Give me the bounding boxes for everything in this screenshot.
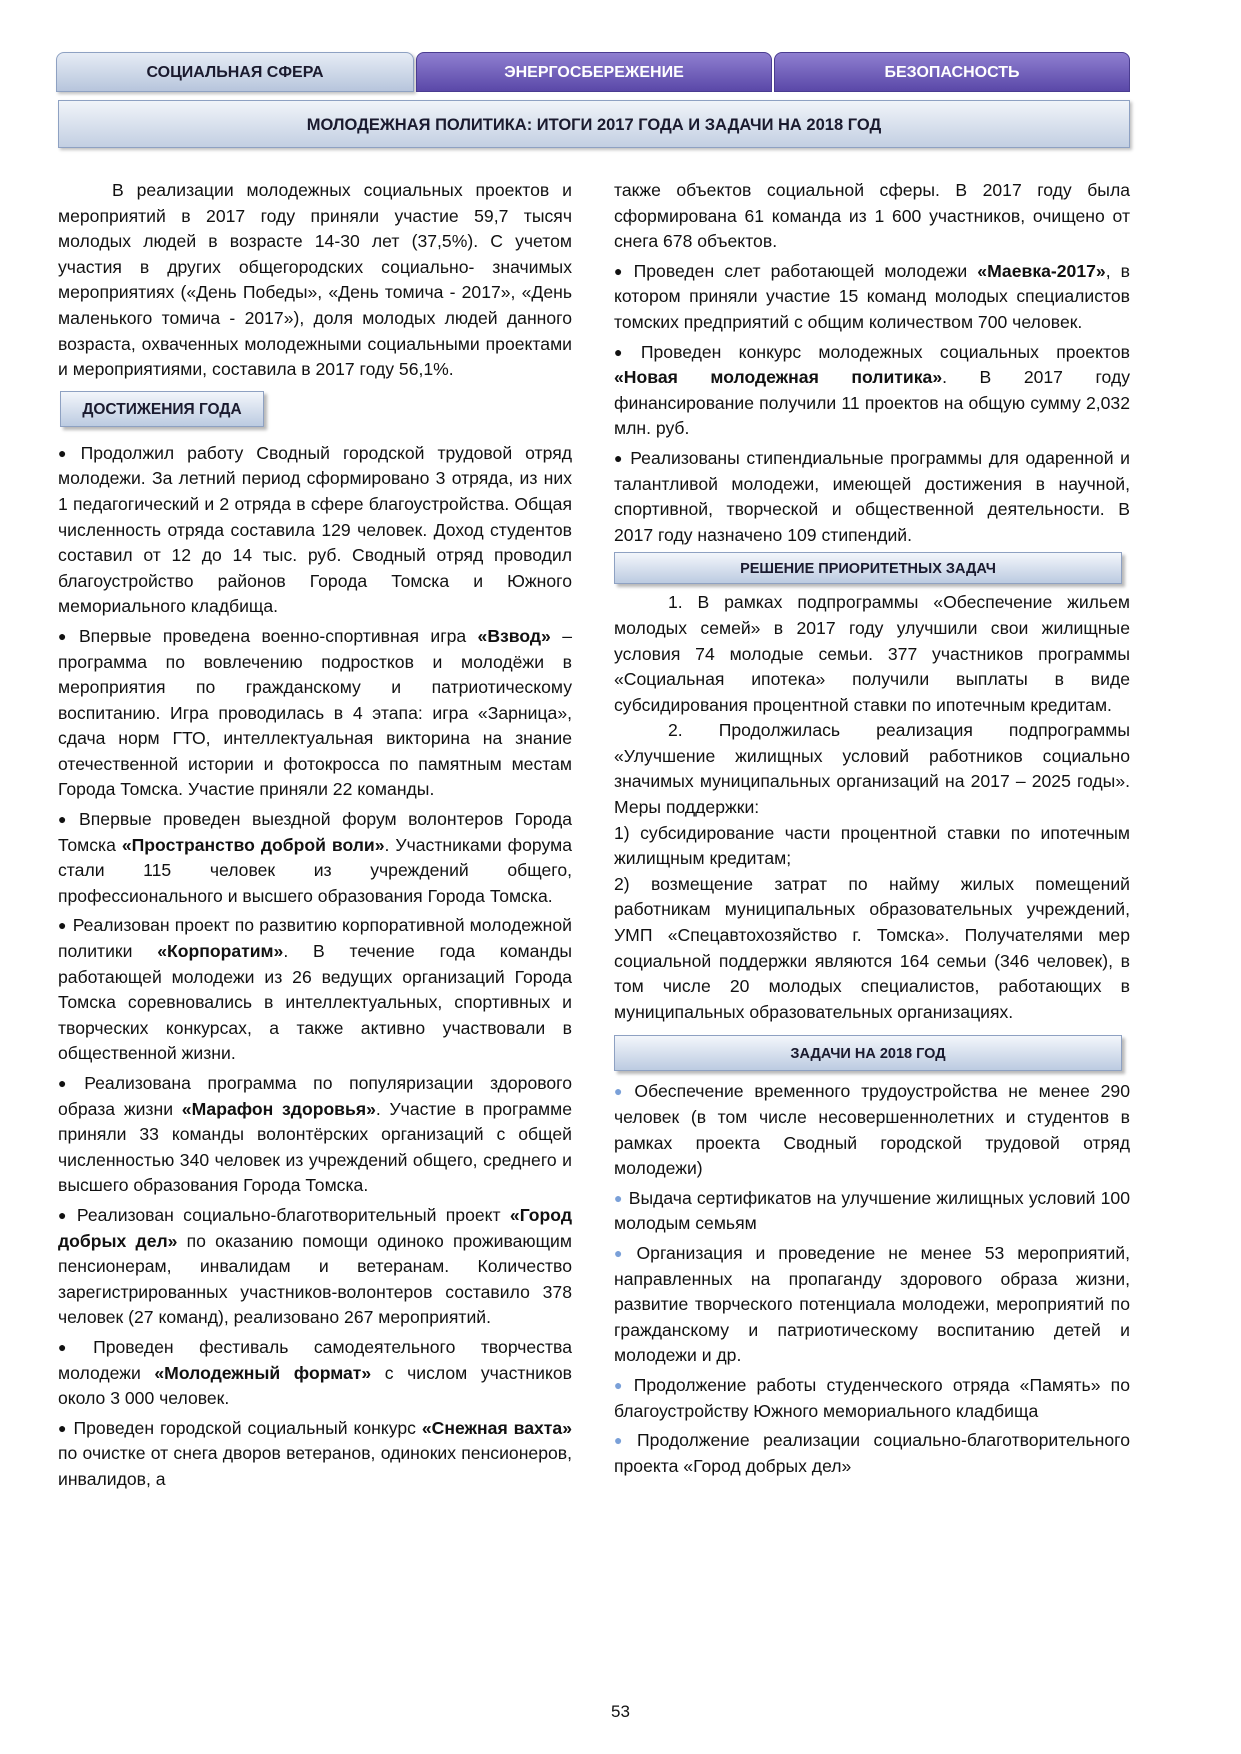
achievement-item: ● Проведен городской социальный конкурс «Снежная вахта» по очистке от снега дворов ветеранов, одиноких пенсионеров, инвалидов, а (58, 1417, 572, 1489)
continuation-paragraph: также объектов социальной сферы. В 2017 году была сформирована 61 команда из 1 600 участников, очищено от снега 678 объектов. (614, 180, 1130, 252)
task-item: ● Выдача сертификатов на улучшение жилищных условий 100 молодым семьям (614, 1187, 1130, 1234)
tab-energy-saving[interactable]: ЭНЕРГОСБЕРЕЖЕНИЕ (416, 52, 772, 92)
page-title: МОЛОДЕЖНАЯ ПОЛИТИКА: ИТОГИ 2017 ГОДА И ЗАДАЧИ НА 2018 ГОД (58, 100, 1130, 148)
tasks-2018-heading: ЗАДАЧИ НА 2018 ГОД (614, 1035, 1122, 1071)
bullet-icon: ● (614, 449, 625, 466)
bullet-icon: ● (58, 1419, 68, 1436)
bullet-icon: ● (58, 627, 73, 644)
section-tabs (56, 52, 1130, 92)
bullet-icon: ● (58, 1338, 88, 1355)
bullet-icon: ● (614, 343, 635, 360)
intro-paragraph: В реализации молодежных социальных проектов и мероприятий в 2017 году приняли участие 59,7 тысяч молодых людей в возрасте 14-30 лет (37,5%). С учетом участия в других общегородских социально- значимых мероприятиях («День Победы», «День томича - 2017», «День маленького томича - 2017»), доля молодых людей данного возраста, охваченных молодежными социальными проектами и мероприятиями, составила в 2017 году 56,1%. (58, 180, 572, 380)
tab-social-sphere[interactable]: СОЦИАЛЬНАЯ СФЕРА (56, 52, 414, 92)
achievement-item: ● Проведен слет работающей молодежи «Маевка-2017», в котором приняли участие 15 команд молодых специалистов томских предприятий с общим количеством 700 человек. (614, 260, 1130, 332)
bullet-icon: ● (58, 811, 74, 828)
achievement-item: ● Продолжил работу Сводный городской трудовой отряд молодежи. За летний период сформировано 3 отряда, из них 1 педагогический и 2 отряда в сфере благоустройства. Общая численность отряда составила 129 человек. Доход студентов составил от 12 до 14 тыс. руб. Сводный отряд проводил благоустройство районов Города Томска и Южного мемориального кладбища. (58, 442, 572, 617)
bullet-icon: ● (614, 1244, 631, 1261)
bullet-icon: ● (58, 1075, 79, 1091)
bullet-icon: ● (614, 1189, 623, 1206)
task-item: ● Продолжение реализации социально-благотворительного проекта «Город добрых дел» (614, 1430, 1130, 1476)
achievement-item: ● Впервые проведен выездной форум волонтеров Города Томска «Пространство доброй воли». Участниками форума стали 115 человек из учреждений общего, профессионального и высшего образования Города Томска. (58, 809, 572, 906)
support-item: 2) возмещение затрат по найму жилых помещений работникам муниципальных образовательных учреждений, УМП «Спецавтохозяйство г. Томска». Получателями мер социальной поддержки являются 164 семьи (346 человек), в том числе 20 молодых специалистов, работающих в муниципальных образовательных организациях. (614, 873, 1130, 1022)
priority-paragraph: 1. В рамках подпрограммы «Обеспечение жильем молодых семей» в 2017 году улучшили свои жилищные условия 74 молодые семьи. 377 участников программы «Социальная ипотека» получили выплаты в виде субсидирования процентной ставки по ипотечным кредитам. (614, 592, 1130, 715)
tab-safety[interactable]: БЕЗОПАСНОСТЬ (774, 52, 1130, 92)
bullet-icon: ● (58, 917, 67, 934)
achievement-item: ● Реализован проект по развитию корпоративной молодежной политики «Корпоратим». В течение года команды работающей молодежи из 26 ведущих организаций Города Томска соревновались в интеллектуальных, спортивных и творческих конкурсах, а также активно участвовали в общественной жизни. (58, 915, 572, 1064)
priority-paragraph: 2. Продолжилась реализация подпрограммы «Улучшение жилищных условий работников социально значимых муниципальных организаций на 2017 – 2025 годы». Меры поддержки: (614, 720, 1130, 818)
task-item: ● Продолжение работы студенческого отряда «Память» по благоустройству Южного мемориального кладбища (614, 1374, 1130, 1421)
right-column (614, 178, 1130, 1483)
achievement-item: ● Реализованы стипендиальные программы для одаренной и талантливой молодежи, имеющей достижения в научной, спортивной, творческой и общественной деятельности. В 2017 году назначено 109 стипендий. (614, 447, 1130, 545)
achievement-item: ● Реализована программа по популяризации здорового образа жизни «Марафон здоровья». Участие в программе приняли 33 команды волонтёрских организаций с общей численностью 340 человек из учреждений общего, среднего и высшего образования Города Томска. (58, 1073, 572, 1196)
achievement-item: ● Реализован социально-благотворительный проект «Город добрых дел» по оказанию помощи одиноко проживающим пенсионерам, инвалидам и ветеранам. Количество зарегистрированных участников-волонтеров составило 378 человек (27 команд), реализовано 267 мероприятий. (58, 1204, 572, 1328)
achievement-item: ● Впервые проведена военно-спортивная игра «Взвод» – программа по вовлечению подростков и молодёжи в мероприятия по гражданскому и патриотическому воспитанию. Игра проводилась в 4 этапа: игра «Зарница», сдача норм ГТО, интеллектуальная викторина на знание отечественной истории и фотокросса по памятным местам Города Томска. Участие приняли 22 команды. (58, 625, 572, 800)
bullet-icon: ● (614, 1083, 629, 1100)
bullet-icon: ● (614, 262, 628, 279)
bullet-icon: ● (58, 1206, 71, 1223)
bullet-icon: ● (614, 1432, 632, 1449)
left-column (58, 178, 572, 1493)
bullet-icon: ● (58, 444, 75, 461)
achievement-item: ● Проведен фестиваль самодеятельного творчества молодежи «Молодежный формат» с числом участников около 3 000 человек. (58, 1336, 572, 1409)
achievement-item: ● Проведен конкурс молодежных социальных проектов «Новая молодежная политика». В 2017 году финансирование получили 11 проектов на общую сумму 2,032 млн. руб. (614, 341, 1131, 439)
achievements-heading: ДОСТИЖЕНИЯ ГОДА (60, 391, 264, 427)
priority-tasks-heading: РЕШЕНИЕ ПРИОРИТЕТНЫХ ЗАДАЧ (614, 552, 1122, 584)
bullet-icon: ● (614, 1376, 628, 1393)
task-item: ● Организация и проведение не менее 53 мероприятий, направленных на пропаганду здорового образа жизни, развитие творческого потенциала молодежи, мероприятий по гражданскому и патриотическому воспитанию детей и молодежи и др. (614, 1242, 1130, 1366)
task-item: ● Обеспечение временного трудоустройства не менее 290 человек (в том числе несовершеннолетних и студентов в рамках проекта Сводный городской трудовой отряд молодежи) (614, 1081, 1130, 1179)
support-item: 1) субсидирование части процентной ставки по ипотечным жилищным кредитам; (614, 822, 1130, 869)
page-number: 53 (611, 1702, 630, 1721)
